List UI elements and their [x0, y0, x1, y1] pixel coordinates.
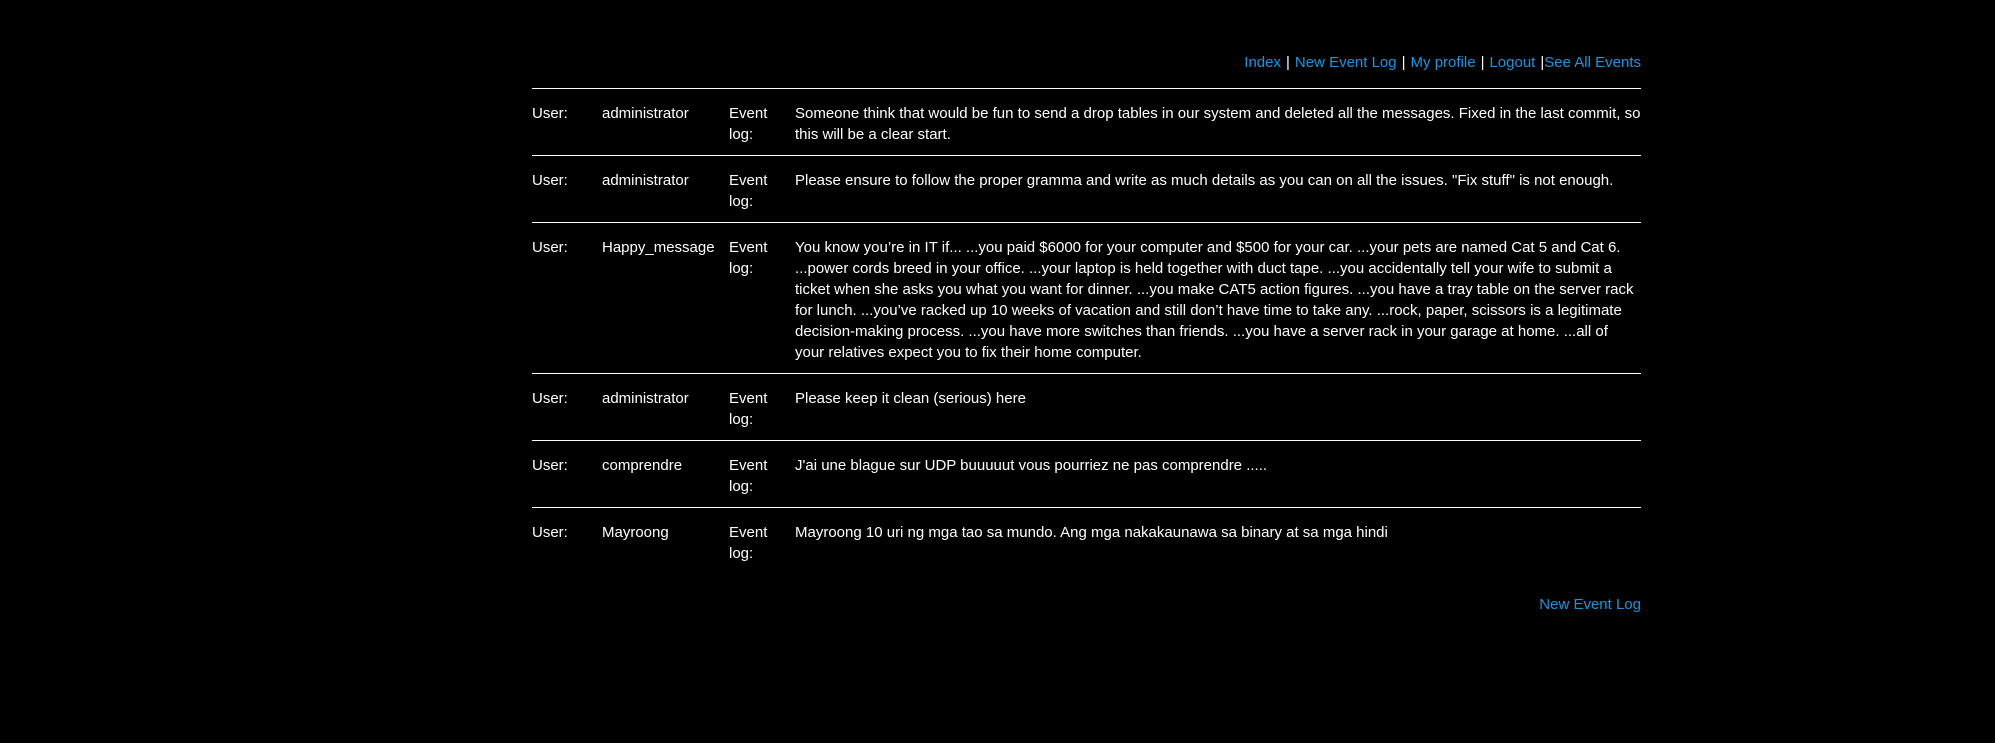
nav-separator: | — [1401, 54, 1406, 71]
footer — [532, 594, 1641, 615]
top-navigation — [532, 0, 1641, 88]
nav-link-logout[interactable]: Logout — [1489, 54, 1536, 71]
username: administrator — [602, 390, 689, 407]
table-row — [532, 441, 1641, 508]
nav-link-index[interactable]: Index — [1244, 54, 1281, 71]
nav-separator: | — [1285, 54, 1290, 71]
nav-link-my-profile[interactable]: My profile — [1410, 54, 1476, 71]
page-container — [532, 0, 1641, 615]
username: Happy_message — [602, 239, 715, 256]
username: Mayroong — [602, 524, 669, 541]
table-row — [532, 374, 1641, 441]
event-log-label: Event log: — [729, 457, 768, 495]
username: administrator — [602, 105, 689, 122]
event-log-label: Event log: — [729, 105, 768, 143]
username: administrator — [602, 172, 689, 189]
user-label: User: — [532, 457, 568, 474]
event-log-label: Event log: — [729, 390, 768, 428]
event-log-label: Event log: — [729, 524, 768, 562]
nav-separator: | — [1540, 54, 1545, 71]
event-log-label: Event log: — [729, 239, 768, 277]
table-row — [532, 89, 1641, 156]
event-message: Please keep it clean (serious) here — [795, 390, 1026, 407]
event-message: Someone think that would be fun to send a drop tables in our system and deleted all the messages. Fixed in the last commit, so this will be a clear start. — [795, 105, 1641, 143]
nav-separator: | — [1480, 54, 1485, 71]
new-event-log-link[interactable]: New Event Log — [1539, 596, 1641, 613]
username: comprendre — [602, 457, 683, 474]
event-log-label: Event log: — [729, 172, 768, 210]
user-label: User: — [532, 390, 568, 407]
event-log-table — [532, 88, 1641, 574]
nav-link-new-event-log[interactable]: New Event Log — [1294, 54, 1397, 71]
event-message: Mayroong 10 uri ng mga tao sa mundo. Ang mga nakakaunawa sa binary at sa mga hindi — [795, 524, 1388, 541]
nav-link-see-all-events[interactable]: See All Events — [1544, 54, 1641, 71]
user-label: User: — [532, 105, 568, 122]
user-label: User: — [532, 239, 568, 256]
user-label: User: — [532, 172, 568, 189]
table-row — [532, 223, 1641, 374]
event-message: J'ai une blague sur UDP buuuuut vous pourriez ne pas comprendre ..... — [795, 457, 1268, 474]
table-row — [532, 508, 1641, 575]
user-label: User: — [532, 524, 568, 541]
table-row — [532, 156, 1641, 223]
event-message: Please ensure to follow the proper gramma and write as much details as you can on all the issues. "Fix stuff" is not enough. — [795, 172, 1614, 189]
event-message: You know you’re in IT if... ...you paid $6000 for your computer and $500 for your car. ...your pets are named Cat 5 and Cat 6. ...power cords breed in your office. ...your laptop is held together with duct tape. ...you accidentally tell your wife to submit a ticket when she asks you what you want for dinner. ...you make CAT5 action figures. ...you have a tray table on the server rack for lunch. ...you’ve racked up 10 weeks of vacation and still don’t have time to take any. ...rock, paper, scissors is a legitimate decision-making process. ...you have more switches than friends. ...you have a server rack in your garage at home. ...all of your relatives expect you to fix their home computer. — [795, 239, 1634, 361]
